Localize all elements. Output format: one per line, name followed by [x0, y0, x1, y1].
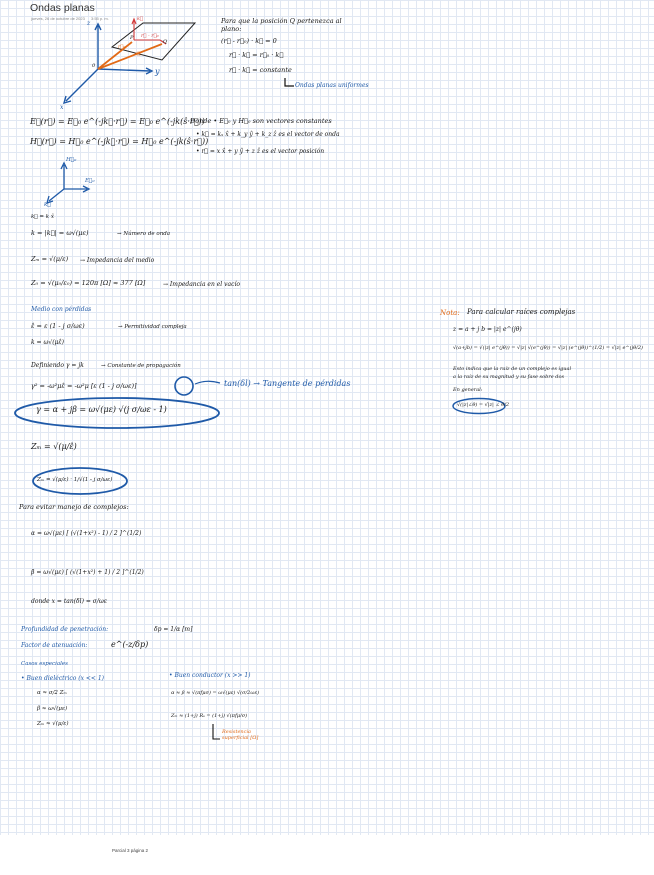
donde-1: Donde • E⃗₀ y H⃗₀ son vectores constantes [190, 117, 332, 125]
conductor-heading: • Buen conductor (x >> 1) [169, 672, 251, 679]
note-complex-def: z = a + j b = |z| e^(jθ) [453, 326, 522, 333]
dielectric-impedance: Zₘ ≈ √(μ/ε) [37, 721, 69, 727]
gamma-eq: γ = α + jβ = ω√(με) √(j σ/ωε - 1) [36, 405, 167, 414]
complex-permittivity-note: → Permitividad compleja [118, 324, 187, 330]
k-vector-label: k⃗ [137, 16, 144, 22]
impedance-note: → Impedancia del medio [80, 257, 155, 264]
lossy-heading: Medio con pérdidas [31, 306, 92, 313]
dielectric-heading: • Buen dieléctrico (x << 1) [21, 675, 105, 682]
x-axis-label: x [60, 104, 64, 111]
special-cases-heading: Casos especiales [21, 661, 68, 667]
note-general: En general: [453, 387, 483, 393]
attenuation-eq: e^(-z/δp) [111, 640, 149, 649]
loss-tangent-note: tan(δl) → Tangente de pérdidas [224, 379, 351, 388]
note-plane-l6: Ondas planas uniformes [295, 82, 369, 89]
impedance-complex-eq: Zₘ = √(μ/ε̂) [31, 442, 77, 451]
z-axis-label: z [87, 20, 91, 27]
avoid-heading: Para evitar manejo de complejos: [19, 503, 129, 511]
origin-label: 0 [92, 63, 96, 69]
e0-label: E⃗₀ [85, 178, 95, 184]
rmr0-label: r⃗ - r⃗₀ [141, 33, 159, 39]
eq-h-field: H⃗(r⃗) = H⃗₀ e^(-jk⃗·r⃗) = H⃗₀ e^(-jk(ŝ·r⃗)) [30, 137, 209, 146]
eq-e-field: E⃗(r⃗) = E⃗₀ e^(-jk⃗·r⃗) = E⃗₀ e^(-jk(ŝ·r⃗)) [30, 117, 205, 126]
attenuation-heading: Factor de atenuación: [21, 642, 88, 649]
gamma-def: Definiendo γ = jk [31, 362, 84, 369]
k-label: k⃗ [44, 202, 51, 208]
r0-label: r⃗₀ [118, 44, 126, 50]
alpha-eq: α = ω√(με) [ (√(1+x²) - 1) / 2 ]^(1/2) [31, 530, 142, 537]
note-title: Para calcular raíces complejas [467, 308, 576, 316]
donde-3: • r⃗ = x x̂ + y ŷ + z ẑ es el vector posición [196, 148, 325, 155]
impedance-expanded-eq: Zₘ = √(μ/ε) · 1/√(1 - j σ/ωε) [37, 477, 113, 483]
page-title: Ondas planas [30, 2, 95, 14]
beta-eq: β = ω√(με) [ (√(1+x²) + 1) / 2 ]^(1/2) [31, 569, 144, 576]
page-time: 3:55 p. m. [91, 16, 109, 21]
gamma-def-note: → Constante de propagación [101, 363, 181, 369]
dielectric-beta: β ≈ ω√(με) [37, 706, 68, 712]
penetration-eq: δp = 1/α [m] [154, 626, 193, 633]
wave-number-note: → Número de onda [117, 231, 171, 237]
dielectric-alpha: α ≈ σ/2 Zₘ [37, 690, 67, 696]
note-tag: Nota: [440, 309, 460, 317]
note-plane-l1: Para que la posición Q pertenezca al [221, 17, 342, 25]
note-explain-2: a la raíz de su magnitud y su fase sobre dos [453, 374, 565, 380]
note-plane-l3: (r⃗ - r⃗₀) · k⃗ = 0 [221, 37, 277, 45]
h0-label: H⃗₀ [66, 157, 77, 163]
note-plane-l2: plano: [221, 25, 242, 33]
note-general-eq: √(|z|∠θ) = √|z| ∠ θ/2 [457, 402, 510, 408]
donde-2: • k⃗ = kₓ x̂ + k_y ŷ + k_z ẑ es el vector de onda [196, 131, 340, 138]
surface-resistance-l1: Resistencia [222, 729, 252, 735]
note-plane-l5: r⃗ · k⃗ = constante [229, 66, 292, 74]
point-q-label: Q [163, 39, 168, 45]
note-plane-l4: r⃗ · k⃗ = r⃗₀ · k⃗ [229, 51, 284, 59]
complex-k-eq: k = ω√(με̂) [31, 339, 64, 346]
impedance-eq: Zₘ = √(μ/ε) [31, 255, 69, 263]
penetration-heading: Profundidad de penetración: [21, 626, 109, 633]
note-explain-1: Esto indica que la raíz de un complejo es igual [453, 366, 572, 372]
conductor-alpha: α ≈ β ≈ √(πfμσ) = ω√(με) √(σ/2ωε) [171, 690, 260, 696]
r-label: r⃗ [135, 51, 141, 57]
point-p-label: P [130, 35, 134, 41]
note-root-eq: √(a+jb) = √(|z| e^(jθ)) = √|z| √(e^(jθ)) = √|z| (e^(jθ))^(1/2) = √|z| e^(jθ/2) [453, 345, 643, 351]
complex-permittivity-eq: ε̂ = ε (1 - j σ/ωε) [31, 322, 85, 330]
page-date: jueves, 26 de octubre de 2023 [31, 16, 85, 21]
conductor-impedance: Zₘ ≈ (1+j) Rₛ = (1+j) √(πfμ/σ) [171, 713, 248, 719]
vacuum-impedance-eq: Z₀ = √(μ₀/ε₀) = 120π [Ω] ≈ 377 [Ω] [31, 279, 146, 287]
y-axis-label: y [155, 67, 160, 76]
x-def-eq: donde x = tan(δl) = σ/ωε [31, 598, 107, 605]
k-vector-def: k⃗ = k x̂ [31, 214, 54, 220]
vacuum-impedance-note: → Impedancia en el vacío [163, 281, 240, 288]
page-footer: Parcial 3 página 2 [112, 848, 149, 853]
surface-resistance-l2: superficial [Ω] [222, 735, 259, 741]
gamma-squared-eq: γ² = -ω²με̂ = -ω²μ [ε (1 - j σ/ωε)] [31, 382, 137, 390]
wave-number-eq: k = |k⃗| = ω√(με) [31, 229, 89, 237]
